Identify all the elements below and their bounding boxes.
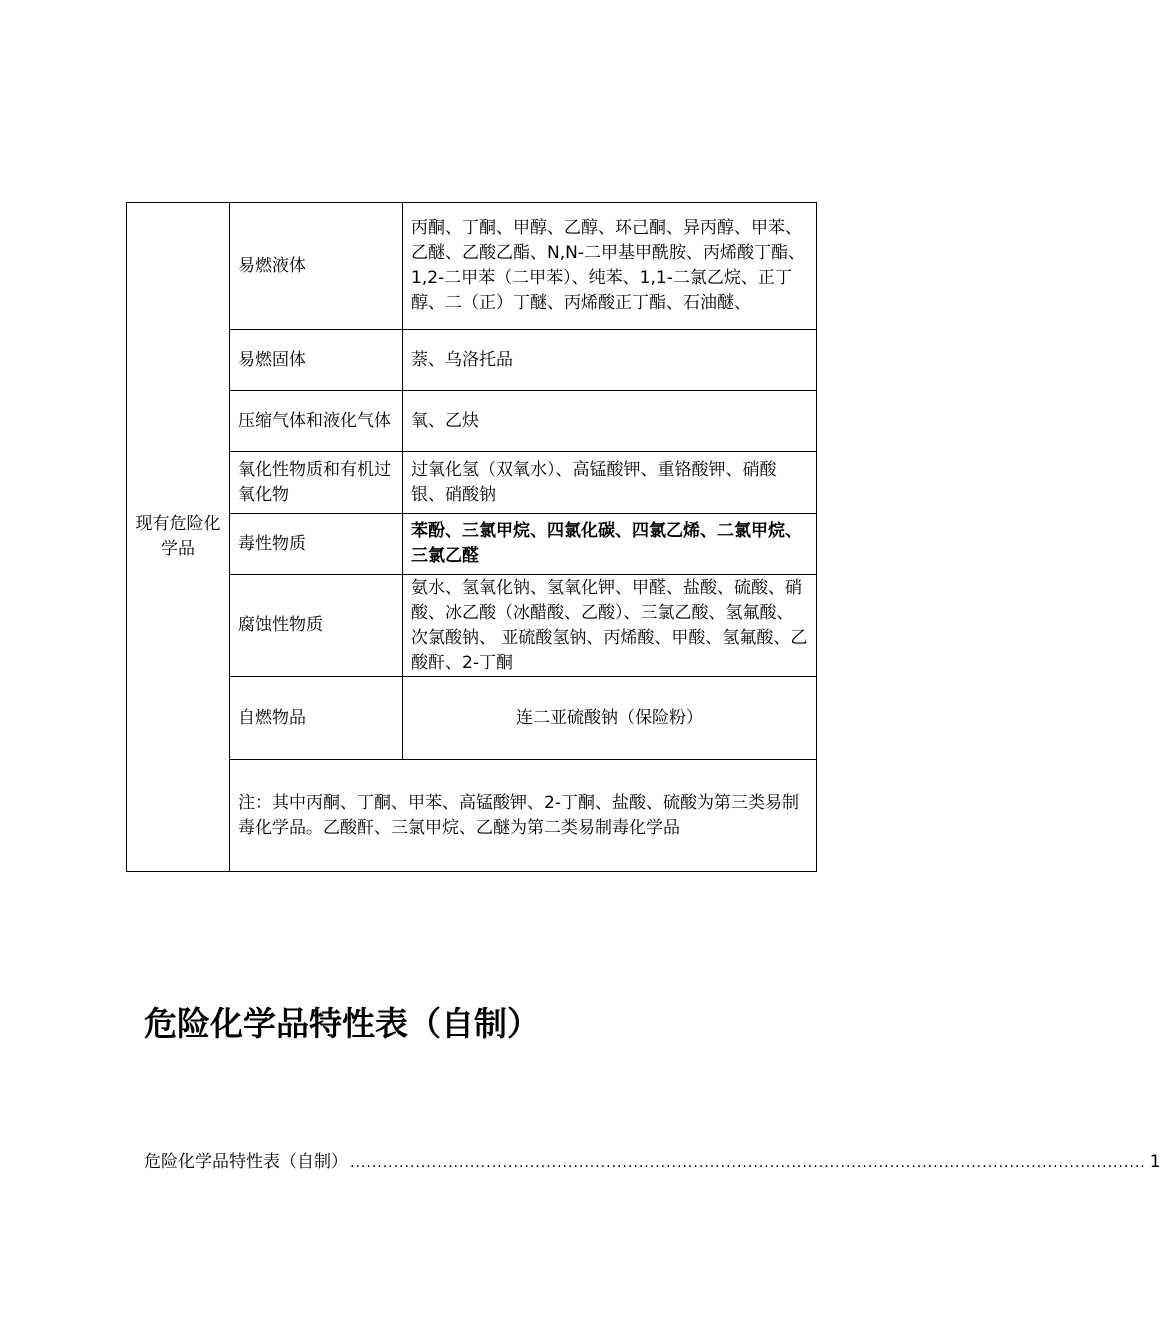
items-flammable-solid: 萘、乌洛托品 bbox=[403, 330, 817, 391]
hazardous-chemicals-table bbox=[126, 202, 817, 872]
items-corrosive: 氨水、氢氧化钠、氢氧化钾、甲醛、盐酸、硫酸、硝酸、冰乙酸（冰醋酸、乙酸）、三氯乙酸、氢氟酸、次氯酸钠、 亚硫酸氢钠、丙烯酸、甲酸、氢氟酸、乙酸酐、2-丁酮 bbox=[403, 575, 817, 677]
items-spontaneous: 连二亚硫酸钠（保险粉） bbox=[403, 677, 817, 760]
category-flammable-liquid: 易燃液体 bbox=[230, 203, 403, 330]
table-note: 注：其中丙酮、丁酮、甲苯、高锰酸钾、2-丁酮、盐酸、硫酸为第三类易制毒化学品。乙酸酐、三氯甲烷、乙醚为第二类易制毒化学品 bbox=[230, 760, 817, 872]
category-compressed-gas: 压缩气体和液化气体 bbox=[230, 391, 403, 452]
toc-leader-dots: .................................................................................................................................................. bbox=[350, 1155, 1146, 1171]
toc-entry[interactable] bbox=[144, 1147, 1161, 1172]
items-flammable-liquid: 丙酮、丁酮、甲醇、乙醇、环己酮、异丙醇、甲苯、乙醚、乙酸乙酯、N,N-二甲基甲酰胺、丙烯酸丁酯、1,2-二甲苯（二甲苯）、纯苯、1,1-二氯乙烷、正丁醇、二（正）丁醚、丙烯酸正丁酯、石油醚、 bbox=[403, 203, 817, 330]
category-oxidizer: 氧化性物质和有机过氧化物 bbox=[230, 452, 403, 514]
category-spontaneous: 自燃物品 bbox=[230, 677, 403, 760]
items-toxic: 苯酚、三氯甲烷、四氯化碳、四氯乙烯、二氯甲烷、三氯乙醛 bbox=[403, 514, 817, 575]
page-heading: 危险化学品特性表（自制） bbox=[144, 1004, 540, 1043]
toc-page-number: 1 bbox=[1149, 1152, 1161, 1172]
side-label: 现有危险化学品 bbox=[127, 203, 230, 872]
category-flammable-solid: 易燃固体 bbox=[230, 330, 403, 391]
items-oxidizer: 过氧化氢（双氧水）、高锰酸钾、重铬酸钾、硝酸银、硝酸钠 bbox=[403, 452, 817, 514]
category-toxic: 毒性物质 bbox=[230, 514, 403, 575]
toc-entry-label: 危险化学品特性表（自制） bbox=[144, 1152, 348, 1172]
category-corrosive: 腐蚀性物质 bbox=[230, 575, 403, 677]
items-compressed-gas: 氧、乙炔 bbox=[403, 391, 817, 452]
